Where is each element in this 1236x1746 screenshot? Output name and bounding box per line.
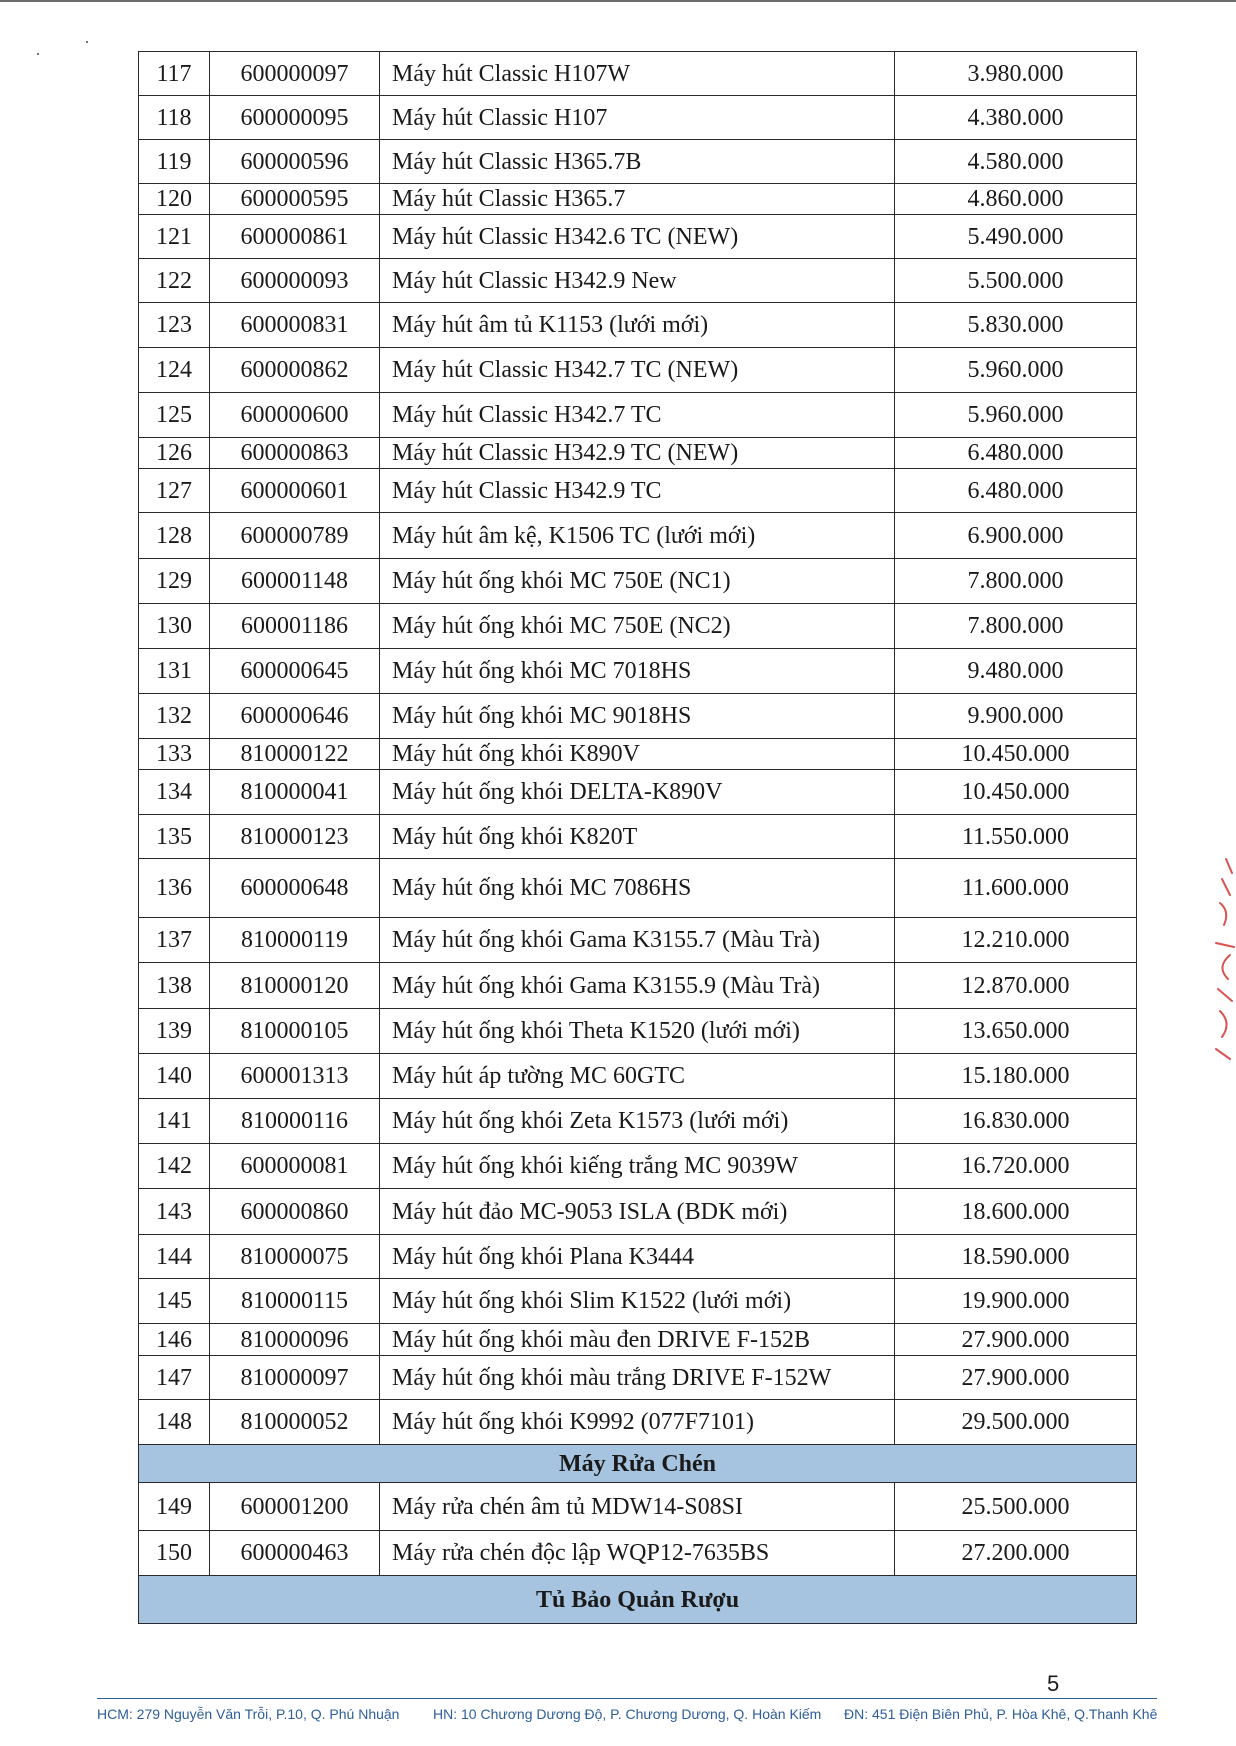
row-number: 130 <box>139 604 210 649</box>
product-code: 600000645 <box>210 649 380 694</box>
product-name: Máy hút ống khói Gama K3155.7 (Màu Trà) <box>380 918 895 963</box>
product-price: 13.650.000 <box>895 1009 1137 1054</box>
row-number: 139 <box>139 1009 210 1054</box>
product-name: Máy hút ống khói MC 750E (NC1) <box>380 559 895 604</box>
product-price: 9.900.000 <box>895 694 1137 739</box>
row-number: 144 <box>139 1235 210 1279</box>
product-code: 810000116 <box>210 1099 380 1144</box>
product-name: Máy hút ống khói kiếng trắng MC 9039W <box>380 1144 895 1189</box>
table-row <box>139 694 1137 739</box>
row-number: 149 <box>139 1483 210 1531</box>
row-number: 119 <box>139 140 210 184</box>
table-row <box>139 1324 1137 1356</box>
product-price: 6.480.000 <box>895 469 1137 513</box>
table-row <box>139 513 1137 559</box>
product-code: 600000860 <box>210 1189 380 1235</box>
product-code: 600000463 <box>210 1531 380 1576</box>
product-code: 600000862 <box>210 348 380 393</box>
product-name: Máy hút áp tường MC 60GTC <box>380 1054 895 1099</box>
product-code: 600000095 <box>210 96 380 140</box>
product-name: Máy hút ống khói DELTA-K890V <box>380 770 895 815</box>
footer-address-hcm: HCM: 279 Nguyễn Văn Trỗi, P.10, Q. Phú Nhuận <box>97 1706 400 1722</box>
table-row <box>139 1356 1137 1400</box>
product-code: 600000093 <box>210 259 380 303</box>
product-name: Máy hút âm kệ, K1506 TC (lưới mới) <box>380 513 895 559</box>
table-row <box>139 469 1137 513</box>
product-code: 600001313 <box>210 1054 380 1099</box>
row-number: 126 <box>139 438 210 469</box>
table-row <box>139 1009 1137 1054</box>
product-price: 18.590.000 <box>895 1235 1137 1279</box>
product-code: 600000646 <box>210 694 380 739</box>
product-code: 810000097 <box>210 1356 380 1400</box>
footer-address-dn: ĐN: 451 Điện Biên Phủ, P. Hòa Khê, Q.Thanh Khê <box>844 1706 1158 1722</box>
table-row <box>139 859 1137 918</box>
red-stamp-fragment <box>1212 855 1236 1065</box>
section-title: Máy Rửa Chén <box>139 1445 1137 1483</box>
table-row <box>139 815 1137 859</box>
product-price: 11.600.000 <box>895 859 1137 918</box>
product-code: 600000600 <box>210 393 380 438</box>
table-row <box>139 259 1137 303</box>
row-number: 145 <box>139 1279 210 1324</box>
table-row <box>139 559 1137 604</box>
table-row <box>139 1531 1137 1576</box>
row-number: 134 <box>139 770 210 815</box>
row-number: 137 <box>139 918 210 963</box>
product-name: Máy hút ống khói K9992 (077F7101) <box>380 1400 895 1445</box>
row-number: 146 <box>139 1324 210 1356</box>
row-number: 136 <box>139 859 210 918</box>
product-price: 16.830.000 <box>895 1099 1137 1144</box>
table-row <box>139 739 1137 770</box>
section-header-dishwasher <box>139 1445 1137 1483</box>
product-code: 600000081 <box>210 1144 380 1189</box>
row-number: 117 <box>139 52 210 96</box>
table-row <box>139 348 1137 393</box>
table-row <box>139 1099 1137 1144</box>
footer-address-hn: HN: 10 Chương Dương Độ, P. Chương Dương, Q. Hoàn Kiếm <box>433 1706 822 1722</box>
product-price: 5.960.000 <box>895 348 1137 393</box>
row-number: 143 <box>139 1189 210 1235</box>
product-name: Máy hút Classic H342.9 TC <box>380 469 895 513</box>
footer-divider <box>97 1698 1157 1699</box>
row-number: 141 <box>139 1099 210 1144</box>
product-code: 600000097 <box>210 52 380 96</box>
product-price: 7.800.000 <box>895 559 1137 604</box>
product-name: Máy hút Classic H342.9 TC (NEW) <box>380 438 895 469</box>
product-name: Máy hút ống khói MC 7086HS <box>380 859 895 918</box>
product-name: Máy hút ống khói màu trắng DRIVE F-152W <box>380 1356 895 1400</box>
scan-speck <box>86 41 88 43</box>
product-price: 3.980.000 <box>895 52 1137 96</box>
product-price: 27.200.000 <box>895 1531 1137 1576</box>
table-row <box>139 918 1137 963</box>
row-number: 118 <box>139 96 210 140</box>
product-price: 5.500.000 <box>895 259 1137 303</box>
row-number: 127 <box>139 469 210 513</box>
product-name: Máy hút ống khói màu đen DRIVE F-152B <box>380 1324 895 1356</box>
product-code: 810000075 <box>210 1235 380 1279</box>
row-number: 147 <box>139 1356 210 1400</box>
product-name: Máy hút Classic H342.9 New <box>380 259 895 303</box>
row-number: 148 <box>139 1400 210 1445</box>
price-table-body <box>139 52 1137 1624</box>
product-price: 4.380.000 <box>895 96 1137 140</box>
table-row <box>139 1400 1137 1445</box>
product-name: Máy hút Classic H107W <box>380 52 895 96</box>
product-price: 12.210.000 <box>895 918 1137 963</box>
row-number: 140 <box>139 1054 210 1099</box>
product-price: 18.600.000 <box>895 1189 1137 1235</box>
table-row <box>139 140 1137 184</box>
table-row <box>139 438 1137 469</box>
product-code: 810000122 <box>210 739 380 770</box>
table-row <box>139 1144 1137 1189</box>
section-title: Tủ Bảo Quản Rượu <box>139 1576 1137 1624</box>
table-row <box>139 52 1137 96</box>
row-number: 120 <box>139 184 210 215</box>
product-code: 600000861 <box>210 215 380 259</box>
product-code: 810000115 <box>210 1279 380 1324</box>
product-name: Máy hút Classic H342.7 TC (NEW) <box>380 348 895 393</box>
row-number: 132 <box>139 694 210 739</box>
table-row <box>139 649 1137 694</box>
row-number: 121 <box>139 215 210 259</box>
product-price: 6.480.000 <box>895 438 1137 469</box>
row-number: 150 <box>139 1531 210 1576</box>
product-name: Máy hút Classic H342.7 TC <box>380 393 895 438</box>
product-price: 27.900.000 <box>895 1324 1137 1356</box>
row-number: 124 <box>139 348 210 393</box>
product-code: 810000120 <box>210 963 380 1009</box>
product-price: 15.180.000 <box>895 1054 1137 1099</box>
product-name: Máy hút ống khói Slim K1522 (lưới mới) <box>380 1279 895 1324</box>
product-price: 12.870.000 <box>895 963 1137 1009</box>
product-code: 810000119 <box>210 918 380 963</box>
row-number: 133 <box>139 739 210 770</box>
product-name: Máy hút ống khói Plana K3444 <box>380 1235 895 1279</box>
product-name: Máy rửa chén âm tủ MDW14-S08SI <box>380 1483 895 1531</box>
scan-speck <box>37 53 39 55</box>
product-code: 810000096 <box>210 1324 380 1356</box>
product-code: 600000789 <box>210 513 380 559</box>
product-price: 27.900.000 <box>895 1356 1137 1400</box>
product-code: 810000052 <box>210 1400 380 1445</box>
table-row <box>139 1189 1137 1235</box>
product-price: 11.550.000 <box>895 815 1137 859</box>
product-name: Máy hút Classic H342.6 TC (NEW) <box>380 215 895 259</box>
table-row <box>139 963 1137 1009</box>
product-name: Máy hút ống khói MC 7018HS <box>380 649 895 694</box>
product-code: 600000863 <box>210 438 380 469</box>
table-row <box>139 1235 1137 1279</box>
table-row <box>139 604 1137 649</box>
table-row <box>139 303 1137 348</box>
product-price: 7.800.000 <box>895 604 1137 649</box>
product-name: Máy hút ống khói Theta K1520 (lưới mới) <box>380 1009 895 1054</box>
product-price: 16.720.000 <box>895 1144 1137 1189</box>
page-number: 5 <box>1047 1671 1060 1696</box>
product-code: 600000831 <box>210 303 380 348</box>
product-price: 5.830.000 <box>895 303 1137 348</box>
row-number: 135 <box>139 815 210 859</box>
table-row <box>139 770 1137 815</box>
section-header-wine-cabinet <box>139 1576 1137 1624</box>
product-code: 810000105 <box>210 1009 380 1054</box>
product-code: 600001200 <box>210 1483 380 1531</box>
product-code: 600001186 <box>210 604 380 649</box>
table-row <box>139 1054 1137 1099</box>
product-name: Máy hút Classic H365.7 <box>380 184 895 215</box>
product-code: 600000596 <box>210 140 380 184</box>
top-edge-line <box>0 0 1236 2</box>
product-price: 5.490.000 <box>895 215 1137 259</box>
product-price: 4.580.000 <box>895 140 1137 184</box>
table-row <box>139 393 1137 438</box>
table-row <box>139 184 1137 215</box>
product-price: 5.960.000 <box>895 393 1137 438</box>
product-name: Máy hút Classic H365.7B <box>380 140 895 184</box>
product-name: Máy hút đảo MC-9053 ISLA (BDK mới) <box>380 1189 895 1235</box>
row-number: 138 <box>139 963 210 1009</box>
row-number: 125 <box>139 393 210 438</box>
row-number: 122 <box>139 259 210 303</box>
product-price: 29.500.000 <box>895 1400 1137 1445</box>
product-name: Máy hút ống khói MC 750E (NC2) <box>380 604 895 649</box>
product-name: Máy hút ống khói MC 9018HS <box>380 694 895 739</box>
product-price: 10.450.000 <box>895 770 1137 815</box>
product-code: 600000648 <box>210 859 380 918</box>
table-row <box>139 1279 1137 1324</box>
product-name: Máy hút Classic H107 <box>380 96 895 140</box>
product-code: 810000041 <box>210 770 380 815</box>
table-row <box>139 1483 1137 1531</box>
product-code: 600000595 <box>210 184 380 215</box>
product-price: 25.500.000 <box>895 1483 1137 1531</box>
product-name: Máy hút ống khói K890V <box>380 739 895 770</box>
product-price: 9.480.000 <box>895 649 1137 694</box>
row-number: 128 <box>139 513 210 559</box>
product-price: 4.860.000 <box>895 184 1137 215</box>
product-price: 19.900.000 <box>895 1279 1137 1324</box>
product-code: 810000123 <box>210 815 380 859</box>
row-number: 129 <box>139 559 210 604</box>
product-code: 600001148 <box>210 559 380 604</box>
product-name: Máy hút ống khói Gama K3155.9 (Màu Trà) <box>380 963 895 1009</box>
product-name: Máy hút âm tủ K1153 (lưới mới) <box>380 303 895 348</box>
table-row <box>139 215 1137 259</box>
row-number: 131 <box>139 649 210 694</box>
product-name: Máy hút ống khói Zeta K1573 (lưới mới) <box>380 1099 895 1144</box>
product-price: 10.450.000 <box>895 739 1137 770</box>
table-row <box>139 96 1137 140</box>
product-name: Máy rửa chén độc lập WQP12-7635BS <box>380 1531 895 1576</box>
price-table <box>138 51 1137 1624</box>
row-number: 123 <box>139 303 210 348</box>
product-code: 600000601 <box>210 469 380 513</box>
row-number: 142 <box>139 1144 210 1189</box>
product-name: Máy hút ống khói K820T <box>380 815 895 859</box>
product-price: 6.900.000 <box>895 513 1137 559</box>
